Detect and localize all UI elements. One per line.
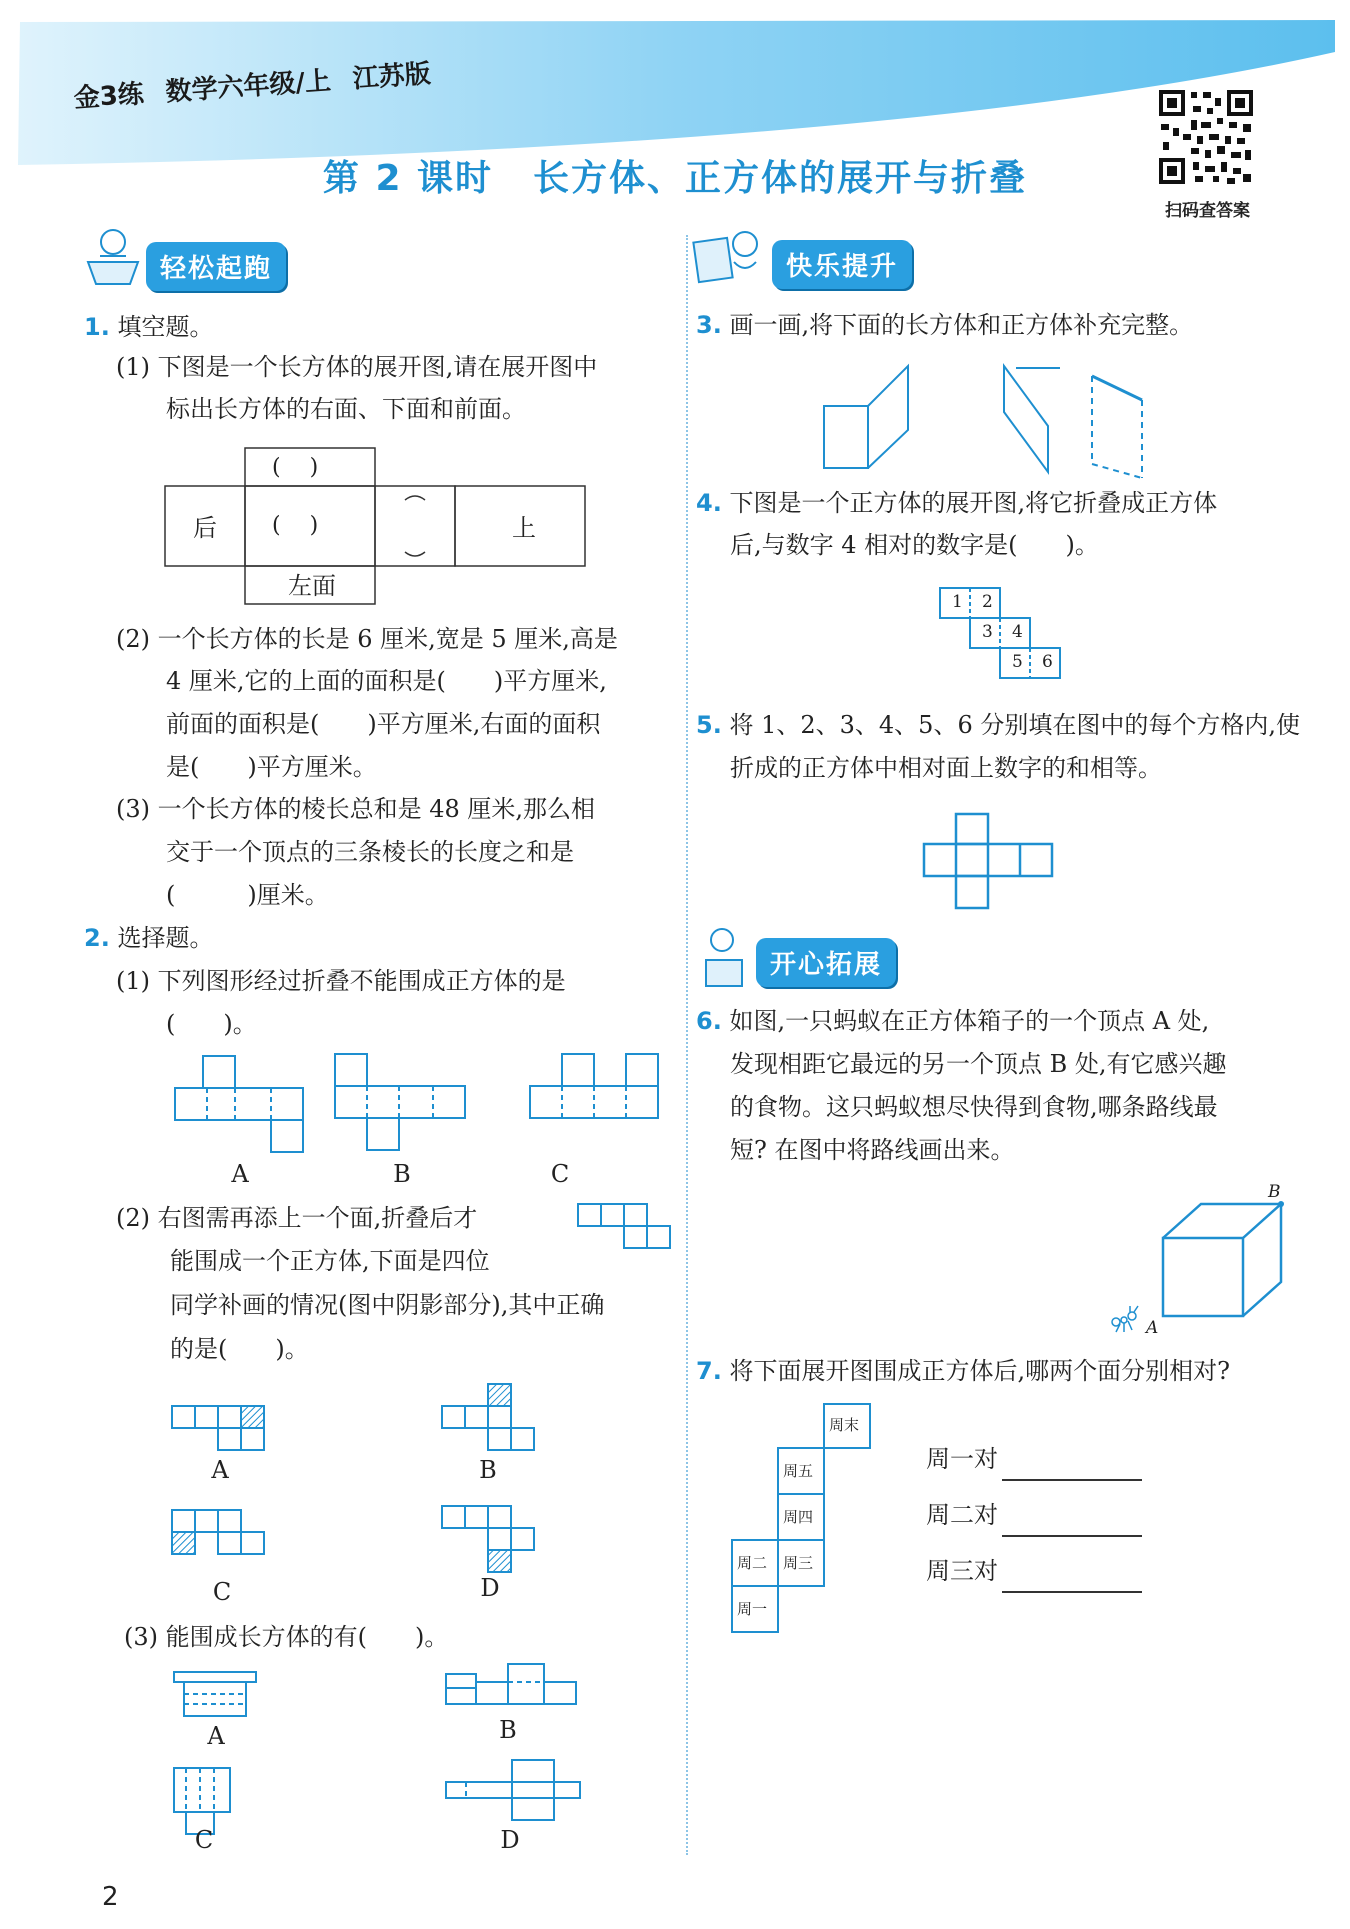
q2-p3-opt-c: C [194, 1826, 214, 1854]
q6-label-a: A [1146, 1318, 1159, 1338]
section-extend-badge: 开心拓展 [756, 938, 896, 987]
q7-face-weekend: 周末 [829, 1416, 860, 1434]
q2-p3-line1: (3) 能围成长方体的有( )。 [124, 1623, 449, 1651]
q2-p2-line2: 能围成一个正方体,下面是四位 [170, 1247, 490, 1275]
q7-heading [696, 1350, 1230, 1393]
q5-number: 5. [696, 711, 722, 739]
q7-face-monday: 周一 [737, 1600, 768, 1618]
page-number: 2 [102, 1882, 119, 1912]
brand-subject: 数学六年级/上 [164, 66, 332, 108]
q4-cell-4: 4 [1012, 622, 1023, 642]
q6-label-b: B [1268, 1182, 1281, 1202]
q1-p2-line1: (2) 一个长方体的长是 6 厘米,宽是 5 厘米,高是 [116, 625, 618, 653]
q2-p2-options [170, 1392, 590, 1592]
q7-answer-2-blank[interactable] [1002, 1511, 1142, 1537]
brand-edition: 江苏版 [351, 59, 432, 95]
q2-p2-base-net [576, 1202, 676, 1252]
ant-icon [1108, 1304, 1144, 1334]
net-back-label: 后 [193, 514, 217, 542]
qr-caption: 扫码查答案 [1165, 201, 1250, 221]
q2-text: 选择题。 [117, 924, 214, 952]
q2-p1-opt-a: A [231, 1160, 249, 1188]
q2-p3-opt-a: A [207, 1722, 225, 1750]
q4-cell-2: 2 [982, 592, 993, 612]
q7-answer-1-blank[interactable] [1002, 1455, 1142, 1481]
q4-cell-3: 3 [982, 622, 993, 642]
q7-answer-3-blank[interactable] [1002, 1567, 1142, 1593]
net-top-paren: ( ) [272, 455, 319, 480]
q6-number: 6. [696, 1007, 722, 1035]
q2-p1-options [170, 1050, 670, 1160]
q2-p1-opt-c: C [550, 1160, 570, 1188]
q4-cell-6: 6 [1042, 652, 1053, 672]
q7-answer-3-label: 周三对 [926, 1557, 998, 1585]
q7-answer-2-label: 周二对 [926, 1501, 998, 1529]
q7-face-friday: 周五 [783, 1462, 814, 1480]
q2-p2-opt-c: C [212, 1578, 232, 1606]
q7-answer-3 [926, 1550, 1142, 1593]
q7-answer-1 [926, 1438, 1142, 1481]
q7-face-wednesday: 周三 [783, 1554, 814, 1572]
section-warmup-badge: 轻松起跑 [146, 242, 286, 291]
mascot-improve-icon [690, 222, 770, 292]
q2-p3-opt-d: D [500, 1826, 520, 1854]
q1-heading [84, 306, 213, 349]
q2-p1-opt-b: B [393, 1160, 411, 1188]
net-left-label: 左面 [288, 572, 336, 600]
q2-p3-options [170, 1668, 610, 1848]
q4-cell-1: 1 [952, 592, 963, 612]
q1-p1-line2: 标出长方体的右面、下面和前面。 [166, 395, 526, 423]
q4-text: 下图是一个正方体的展开图,将它折叠成正方体 [729, 489, 1218, 517]
q2-p2-opt-d: D [480, 1574, 500, 1602]
q5-net [920, 812, 1060, 912]
q2-p2-opt-a: A [211, 1456, 229, 1484]
q1-net-diagram [160, 448, 640, 608]
net-top-label: 上 [512, 514, 536, 542]
q1-p3-line2: 交于一个顶点的三条棱长的长度之和是 [166, 838, 574, 866]
q2-p2-line1: (2) 右图需再添上一个面,折叠后才 [116, 1204, 478, 1232]
q3-figures [820, 360, 1150, 490]
mascot-warmup-icon [78, 222, 148, 292]
lesson-title: 长方体、正方体的展开与折叠 [533, 158, 1028, 199]
q7-face-tuesday: 周二 [737, 1554, 768, 1572]
q2-p2-line4: 的是( )。 [170, 1335, 309, 1363]
q7-text: 将下面展开图围成正方体后,哪两个面分别相对? [729, 1357, 1230, 1385]
q3-text: 画一画,将下面的长方体和正方体补充完整。 [729, 311, 1194, 339]
q4-line1 [696, 482, 1217, 525]
q3-heading [696, 304, 1193, 347]
q7-number: 7. [696, 1357, 722, 1385]
q1-number: 1. [84, 313, 110, 341]
mascot-extend-icon [692, 922, 762, 992]
q7-answer-1-label: 周一对 [926, 1445, 998, 1473]
q5-line1 [696, 704, 1300, 747]
q6-line1 [696, 1000, 1209, 1043]
q2-p3-opt-b: B [499, 1716, 517, 1744]
q7-answer-2 [926, 1494, 1142, 1537]
q3-number: 3. [696, 311, 722, 339]
q4-cell-5: 5 [1012, 652, 1023, 672]
q1-p2-line4: 是( )平方厘米。 [166, 753, 377, 781]
q6-line4: 短? 在图中将路线画出来。 [730, 1136, 1015, 1164]
brand-jin3lian: 金3练 [72, 79, 145, 115]
q2-p2-opt-b: B [479, 1456, 497, 1484]
q6-cube [1155, 1198, 1295, 1328]
q5-text: 将 1、2、3、4、5、6 分别填在图中的每个方格内,使 [729, 711, 1300, 739]
q1-p1-line1: (1) 下图是一个长方体的展开图,请在展开图中 [116, 353, 598, 381]
q2-heading [84, 917, 213, 960]
q4-number: 4. [696, 489, 722, 517]
page-title [0, 150, 1350, 201]
q6-line2: 发现相距它最远的另一个顶点 B 处,有它感兴趣 [730, 1050, 1227, 1078]
q1-text: 填空题。 [117, 313, 214, 341]
q1-p3-line1: (3) 一个长方体的棱长总和是 48 厘米,那么相 [116, 795, 596, 823]
q7-face-thursday: 周四 [783, 1508, 814, 1526]
q2-p1-line2: ( )。 [166, 1010, 257, 1038]
q2-p1-line1: (1) 下列图形经过折叠不能围成正方体的是 [116, 967, 566, 995]
section-improve-badge: 快乐提升 [772, 240, 912, 289]
column-divider [686, 235, 688, 1855]
q4-line2: 后,与数字 4 相对的数字是( )。 [730, 531, 1099, 559]
q6-text: 如图,一只蚂蚁在正方体箱子的一个顶点 A 处, [729, 1007, 1210, 1035]
qr-code-icon[interactable] [1157, 88, 1255, 186]
net-middle-paren: ( ) [272, 513, 319, 538]
q1-p2-line3: 前面的面积是( )平方厘米,右面的面积 [166, 710, 601, 738]
q2-number: 2. [84, 924, 110, 952]
q6-line3: 的食物。这只蚂蚁想尽快得到食物,哪条路线最 [730, 1093, 1218, 1121]
lesson-number: 第 2 课时 [322, 158, 494, 199]
q5-line2: 折成的正方体中相对面上数字的和相等。 [730, 754, 1162, 782]
q2-p2-line3: 同学补画的情况(图中阴影部分),其中正确 [170, 1291, 605, 1319]
q1-p2-line2: 4 厘米,它的上面的面积是( )平方厘米, [166, 667, 607, 695]
q1-p3-line3: ( )厘米。 [166, 881, 329, 909]
